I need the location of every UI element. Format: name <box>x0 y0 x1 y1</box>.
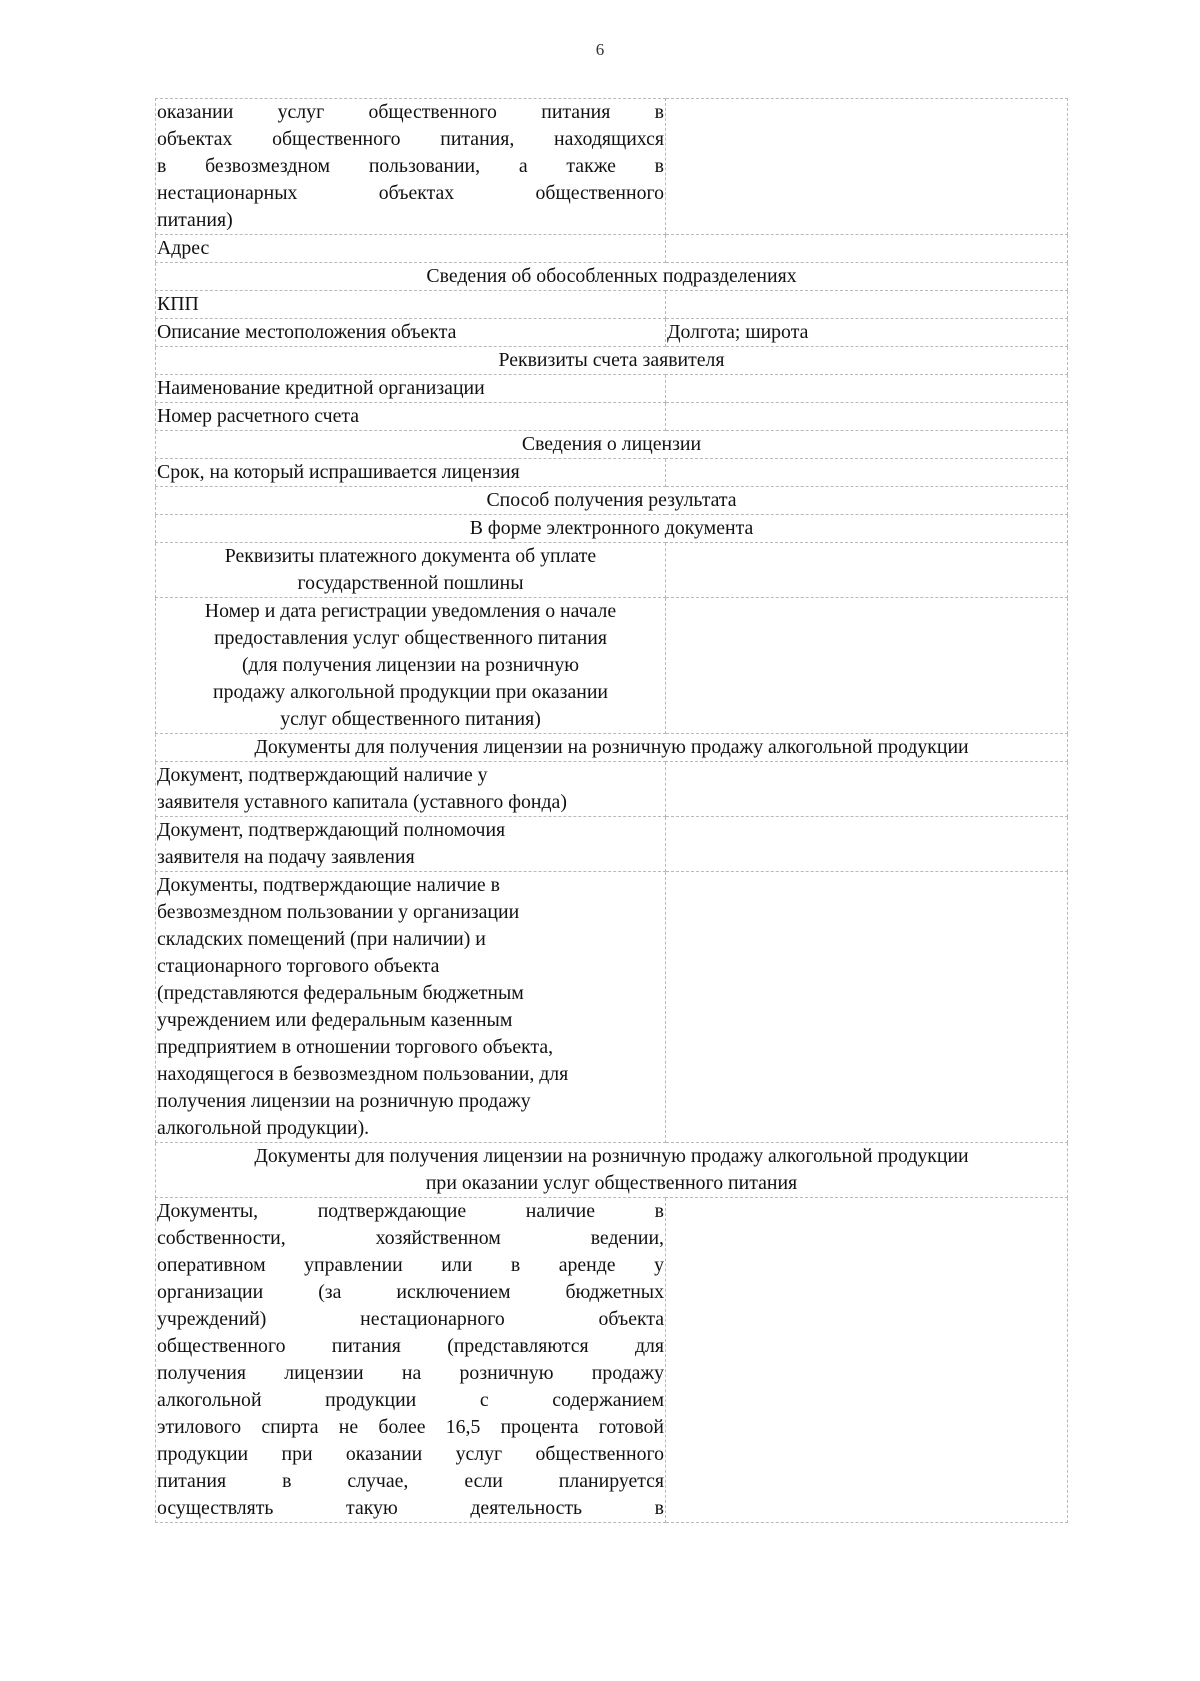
table-row <box>156 431 1068 459</box>
table-row <box>156 734 1068 762</box>
text-line: при оказании услуг общественного питания <box>425 1172 798 1194</box>
text-line: учреждением или федеральным казенным <box>157 1009 513 1031</box>
text-line: находящегося в безвозмездном пользовании, для <box>157 1063 569 1085</box>
account-number-value <box>666 403 1068 431</box>
page-number: 6 <box>595 40 605 59</box>
payment-document-value <box>666 543 1068 598</box>
text-line: получения лицензии на розничную продажу <box>157 1362 664 1384</box>
text-line: этилового спирта не более 16,5 процента готовой <box>157 1416 664 1438</box>
application-form-table <box>155 98 1068 1523</box>
credit-organization-value <box>666 375 1068 403</box>
nonstationary-documents-label <box>156 1198 666 1523</box>
text-line: предоставления услуг общественного питания <box>214 627 607 649</box>
nonstationary-documents-value <box>666 1198 1068 1523</box>
account-section-header: Реквизиты счета заявителя <box>156 347 1068 375</box>
result-method-section-header: Способ получения результата <box>156 487 1068 515</box>
text-line: организации (за исключением бюджетных <box>157 1281 664 1303</box>
text-line: продукции при оказании услуг общественного <box>157 1443 664 1465</box>
address-label: Адрес <box>156 235 666 263</box>
location-label: Описание местоположения объекта <box>156 319 666 347</box>
text-line: питания в случае, если планируется <box>157 1470 664 1492</box>
credit-organization-label: Наименование кредитной организации <box>156 375 666 403</box>
text-line: заявителя уставного капитала (уставного фонда) <box>157 791 567 813</box>
catering-documents-section-header <box>156 1143 1068 1198</box>
text-line: Документы для получения лицензии на розничную продажу алкогольной продукции <box>254 1145 969 1167</box>
table-row <box>156 1198 1068 1523</box>
table-row <box>156 375 1068 403</box>
text-line: Документ, подтверждающий наличие у <box>157 764 488 786</box>
table-row <box>156 319 1068 347</box>
free-use-documents-label <box>156 872 666 1143</box>
text-line: Документы, подтверждающие наличие в <box>157 874 500 896</box>
table-row <box>156 263 1068 291</box>
license-section-header: Сведения о лицензии <box>156 431 1068 459</box>
capital-document-label <box>156 762 666 817</box>
text-line: предприятием в отношении торгового объекта, <box>157 1036 554 1058</box>
table-row <box>156 1143 1068 1198</box>
text-line: алкогольной продукции). <box>157 1117 370 1139</box>
kpp-label: КПП <box>156 291 666 319</box>
text-line: складских помещений (при наличии) и <box>157 928 486 950</box>
text-line: услуг общественного питания) <box>280 708 541 730</box>
address-value <box>666 235 1068 263</box>
text-line: заявителя на подачу заявления <box>157 846 415 868</box>
text-line: осуществлять такую деятельность в <box>157 1497 664 1519</box>
text-line: общественного питания (представляются для <box>157 1335 664 1357</box>
text-line: стационарного торгового объекта <box>157 955 440 977</box>
authority-document-label <box>156 817 666 872</box>
free-use-documents-value <box>666 872 1068 1143</box>
table-row <box>156 291 1068 319</box>
table-row <box>156 872 1068 1143</box>
text-line: в безвозмездном пользовании, а также в <box>157 155 664 177</box>
electronic-form-option: В форме электронного документа <box>156 515 1068 543</box>
text-line: Документ, подтверждающий полномочия <box>157 819 506 841</box>
text-line: (для получения лицензии на розничную <box>241 654 580 676</box>
text-line: оперативном управлении или в аренде у <box>157 1254 664 1276</box>
table-row <box>156 403 1068 431</box>
text-line: оказании услуг общественного питания в <box>157 101 664 123</box>
table-row <box>156 347 1068 375</box>
location-value: Долгота; широта <box>666 319 1068 347</box>
text-line: государственной пошлины <box>297 572 524 594</box>
account-number-label: Номер расчетного счета <box>156 403 666 431</box>
text-line: Номер и дата регистрации уведомления о начале <box>204 600 617 622</box>
notification-label <box>156 598 666 734</box>
table-row <box>156 235 1068 263</box>
table-row <box>156 515 1068 543</box>
authority-document-value <box>666 817 1068 872</box>
table-row <box>156 817 1068 872</box>
table-row <box>156 543 1068 598</box>
table-row <box>156 598 1068 734</box>
text-line: питания) <box>157 209 233 231</box>
license-term-value <box>666 459 1068 487</box>
license-term-label: Срок, на который испрашивается лицензия <box>156 459 666 487</box>
kpp-value <box>666 291 1068 319</box>
text-line: безвозмездном пользовании у организации <box>157 901 520 923</box>
text-line: Документы, подтверждающие наличие в <box>157 1200 664 1222</box>
text-line: Реквизиты платежного документа об уплате <box>224 545 597 567</box>
text-line: учреждений) нестационарного объекта <box>157 1308 664 1330</box>
text-line: объектах общественного питания, находящихся <box>157 128 664 150</box>
subdivisions-section-header: Сведения об обособленных подразделениях <box>156 263 1068 291</box>
text-line: нестационарных объектах общественного <box>157 182 664 204</box>
notification-value <box>666 598 1068 734</box>
table-row <box>156 762 1068 817</box>
text-line: получения лицензии на розничную продажу <box>157 1090 531 1112</box>
table-row <box>156 459 1068 487</box>
value-cell <box>666 99 1068 235</box>
text-line: (представляются федеральным бюджетным <box>157 982 524 1004</box>
capital-document-value <box>666 762 1068 817</box>
retail-documents-section-header: Документы для получения лицензии на розничную продажу алкогольной продукции <box>156 734 1068 762</box>
continued-description-cell <box>156 99 666 235</box>
text-line: собственности, хозяйственном ведении, <box>157 1227 664 1249</box>
text-line: продажу алкогольной продукции при оказании <box>212 681 609 703</box>
table-row <box>156 487 1068 515</box>
table-row <box>156 99 1068 235</box>
text-line: алкогольной продукции с содержанием <box>157 1389 664 1411</box>
payment-document-label <box>156 543 666 598</box>
